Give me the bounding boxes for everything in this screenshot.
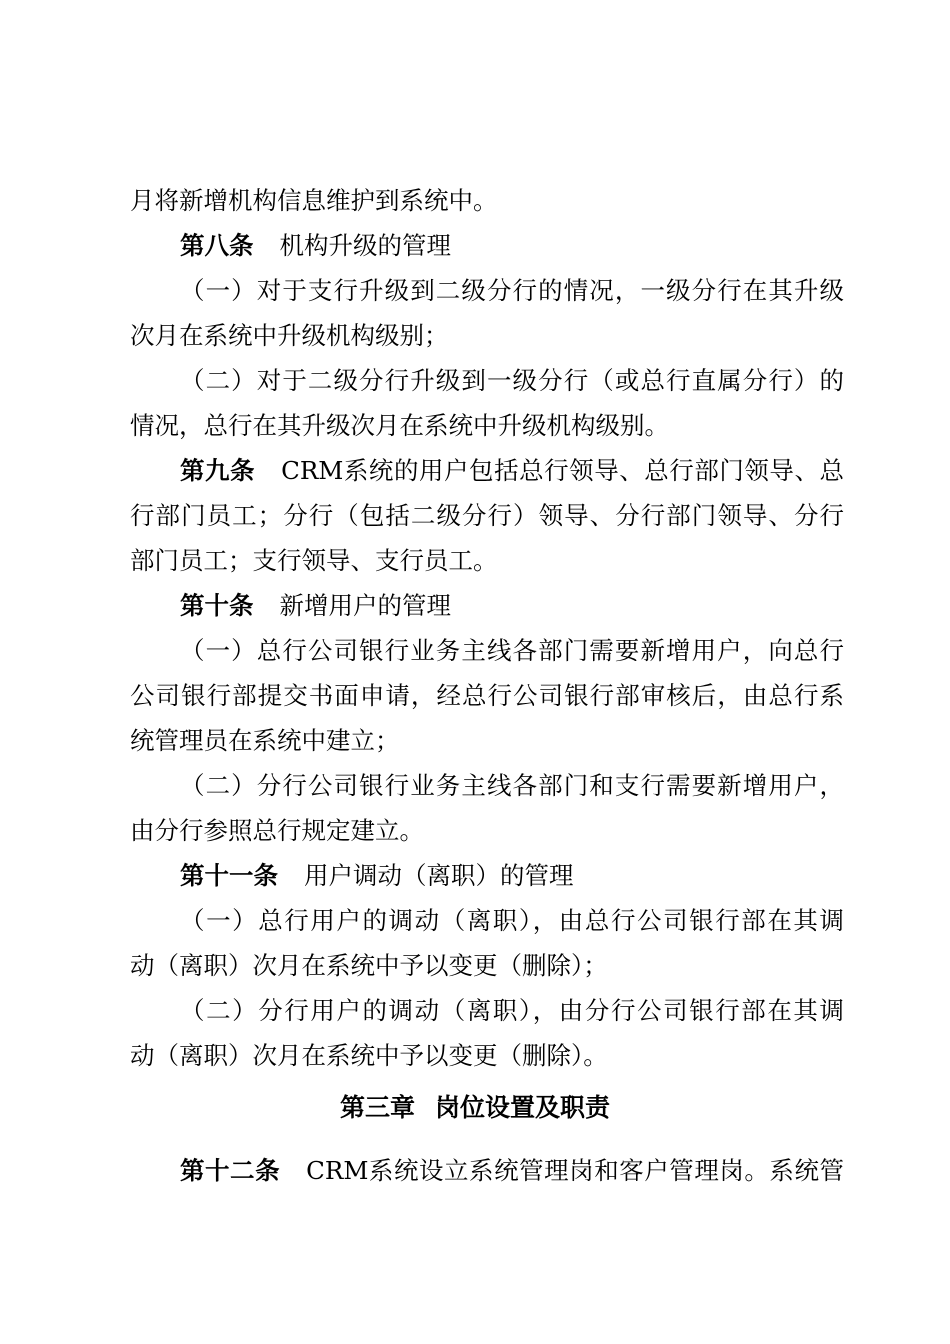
article-label: 第十一条	[180, 861, 278, 890]
article-label: 第十条	[180, 591, 254, 620]
article-label: 第八条	[180, 231, 254, 260]
paragraph-line: （一）总行公司银行业务主线各部门需要新增用户，向总行	[180, 636, 844, 665]
article-10-heading	[180, 589, 844, 623]
paragraph-line: （一）对于支行升级到二级分行的情况，一级分行在其升级	[180, 276, 844, 305]
article-title: 用户调动（离职）的管理	[304, 861, 574, 890]
article-title: 新增用户的管理	[279, 591, 451, 620]
article-label: 第十二条	[180, 1156, 281, 1185]
paragraph-line: （一）总行用户的调动（离职），由总行公司银行部在其调	[180, 906, 844, 935]
article-11-heading	[180, 859, 844, 893]
chapter-heading	[0, 1090, 950, 1126]
article-9-heading	[180, 454, 844, 488]
paragraph-line: 动（离职）次月在系统中予以变更（删除）；	[130, 951, 608, 980]
article-text: CRM系统的用户包括总行领导、总行部门领导、总	[281, 456, 844, 485]
paragraph-line: 次月在系统中升级机构级别；	[130, 321, 449, 350]
article-title: 机构升级的管理	[279, 231, 451, 260]
article-8-heading	[180, 229, 844, 263]
paragraph-line: （二）对于二级分行升级到一级分行（或总行直属分行）的	[180, 366, 844, 395]
chapter-title: 岗位设置及职责	[435, 1093, 611, 1122]
paragraph-line: 统管理员在系统中建立；	[130, 726, 400, 755]
article-12-heading	[180, 1154, 844, 1188]
paragraph-line: 公司银行部提交书面申请，经总行公司银行部审核后，由总行系	[130, 681, 844, 710]
paragraph-line: 动（离职）次月在系统中予以变更（删除）。	[130, 1041, 608, 1070]
chapter-number: 第三章	[339, 1093, 415, 1122]
paragraph-line: 情况，总行在其升级次月在系统中升级机构级别。	[130, 411, 669, 440]
article-label: 第九条	[180, 456, 256, 485]
paragraph-line: 部门员工；支行领导、支行员工。	[130, 546, 498, 575]
paragraph-line: （二）分行公司银行业务主线各部门和支行需要新增用户，	[180, 771, 844, 800]
article-text: CRM系统设立系统管理岗和客户管理岗。系统管	[306, 1156, 844, 1185]
paragraph-line: （二）分行用户的调动（离职），由分行公司银行部在其调	[180, 996, 844, 1025]
paragraph-line: 由分行参照总行规定建立。	[130, 816, 424, 845]
paragraph-line: 行部门员工；分行（包括二级分行）领导、分行部门领导、分行	[130, 501, 844, 530]
paragraph-line: 月将新增机构信息维护到系统中。	[130, 186, 498, 215]
